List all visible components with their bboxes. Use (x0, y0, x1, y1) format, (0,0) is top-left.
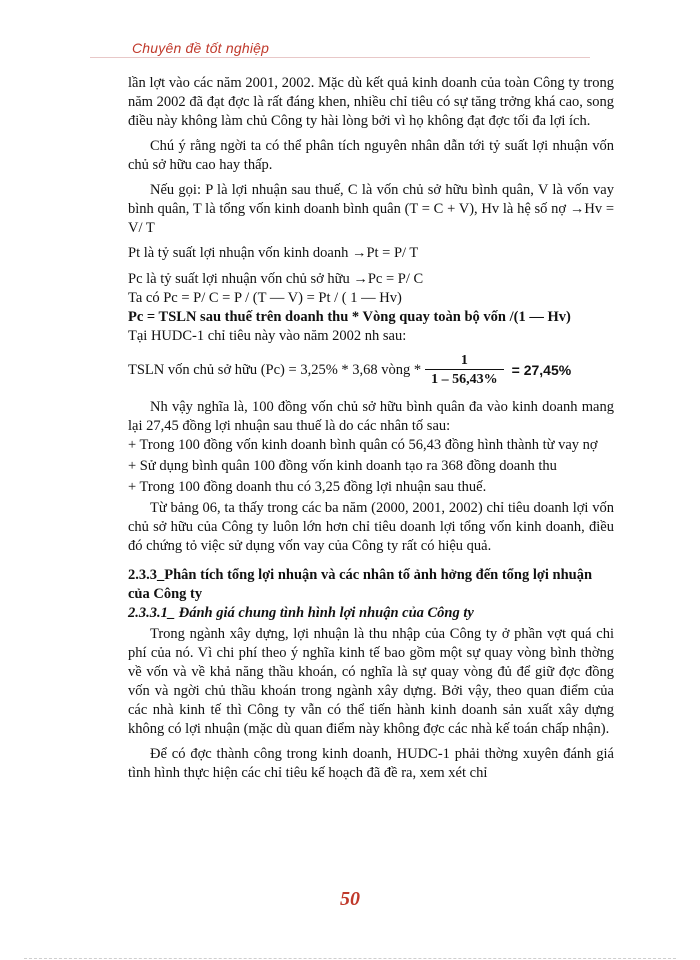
formula-lhs: TSLN vốn chủ sở hữu (Pc) = 3,25% * 3,68 vòng * (128, 361, 422, 378)
bullet-item: + Sử dụng bình quân 100 đồng vốn kinh doanh tạo ra 368 đồng doanh thu (128, 458, 557, 474)
document-body (128, 74, 614, 789)
formula (128, 352, 614, 388)
bullet-item: + Trong 100 đồng vốn kinh doanh bình quân có 56,43 đồng hình thành từ vay nợ (128, 437, 598, 453)
definition-line: Pt là tỷ suất lợi nhuận vốn kinh doanh →Pt = P/ T (128, 245, 419, 261)
formula-fraction (425, 352, 504, 388)
paragraph: lần lợt vào các năm 2001, 2002. Mặc dù kết quả kinh doanh của toàn Công ty trong năm 2002 đã đạt đợc là rất đáng khen, nhiều chỉ tiêu có sự tăng trởng khá cao, song điều này không làm chủ Công ty hài lòng bởi vì họ không đạt đợc tối đa lợi ích. (128, 75, 614, 129)
paragraph: Trong ngành xây dựng, lợi nhuận là thu nhập của Công ty ở phần vợt quá chi phí của nó. Vì chi phí theo ý nghĩa kinh tế bao gồm một sự quay vòng bình thờng về vốn và về khả năng thầu khoán, có nghĩa là sự quay vòng đủ để giữ đợc đồng vốn và ngời chủ thầu khoán trong ngành xây dựng. Bởi vậy, theo quan điểm của các nhà kinh tế thì Công ty vẫn có thể tiến hành kinh doanh sản xuất xây dựng không có lợi nhuận (mặc dù quan điểm này không đợc các nhà kế toán chấp nhận). (128, 626, 614, 737)
paragraph: Từ bảng 06, ta thấy trong các ba năm (2000, 2001, 2002) chỉ tiêu doanh lợi vốn chủ sở hữu của Công ty luôn lớn hơn chỉ tiêu doanh lợi tổng vốn kinh doanh, điều đó chứng tỏ việc sử dụng vốn vay của Công ty rất có hiệu quả. (128, 500, 614, 554)
section-heading: 2.3.3_Phân tích tổng lợi nhuận và các nhân tố ảnh hởng đến tổng lợi nhuận của Công ty (128, 567, 593, 602)
subsection-heading: 2.3.3.1_ Đánh giá chung tình hình lợi nhuận của Công ty (128, 605, 474, 621)
running-header: Chuyên đề tốt nghiệp (132, 40, 270, 56)
paragraph: Nh vậy nghĩa là, 100 đồng vốn chủ sở hữu bình quân đa vào kinh doanh mang lại 27,45 đồng lợi nhuận sau thuế là do các nhân tố sau: (128, 399, 614, 434)
paragraph: Chú ý rằng ngời ta có thể phân tích nguyên nhân dẫn tới tỷ suất lợi nhuận vốn chủ sở hữu cao hay thấp. (128, 138, 614, 173)
page-number: 50 (340, 888, 360, 910)
formula-result: = 27,45% (511, 361, 572, 378)
page-bottom-divider (24, 958, 676, 959)
paragraph: Tại HUDC-1 chỉ tiêu này vào năm 2002 nh sau: (128, 328, 407, 344)
definition-line: Pc là tỷ suất lợi nhuận vốn chủ sở hữu →Pc = P/ C (128, 271, 424, 287)
bullet-item: + Trong 100 đồng doanh thu có 3,25 đồng lợi nhuận sau thuế. (128, 479, 487, 495)
paragraph: Để có đợc thành công trong kinh doanh, HUDC-1 phải thờng xuyên đánh giá tình hình thực hiện các chỉ tiêu kế hoạch đã đề ra, xem xét chỉ (128, 746, 614, 781)
paragraph: Nếu gọi: P là lợi nhuận sau thuế, C là vốn chủ sở hữu bình quân, V là vốn vay bình quân, T là tổng vốn kinh doanh bình quân (T = C + V), Hv là hệ số nợ →Hv = V/ T (128, 182, 614, 236)
equation-line: Ta có Pc = P/ C = P / (T — V) = Pt / ( 1 — Hv) (128, 290, 402, 306)
fraction-numerator: 1 (460, 353, 468, 368)
bold-equation: Pc = TSLN sau thuế trên doanh thu * Vòng quay toàn bộ vốn /(1 — Hv) (128, 309, 571, 325)
fraction-denominator: 1 – 56,43% (425, 369, 504, 388)
header-divider (90, 57, 590, 58)
